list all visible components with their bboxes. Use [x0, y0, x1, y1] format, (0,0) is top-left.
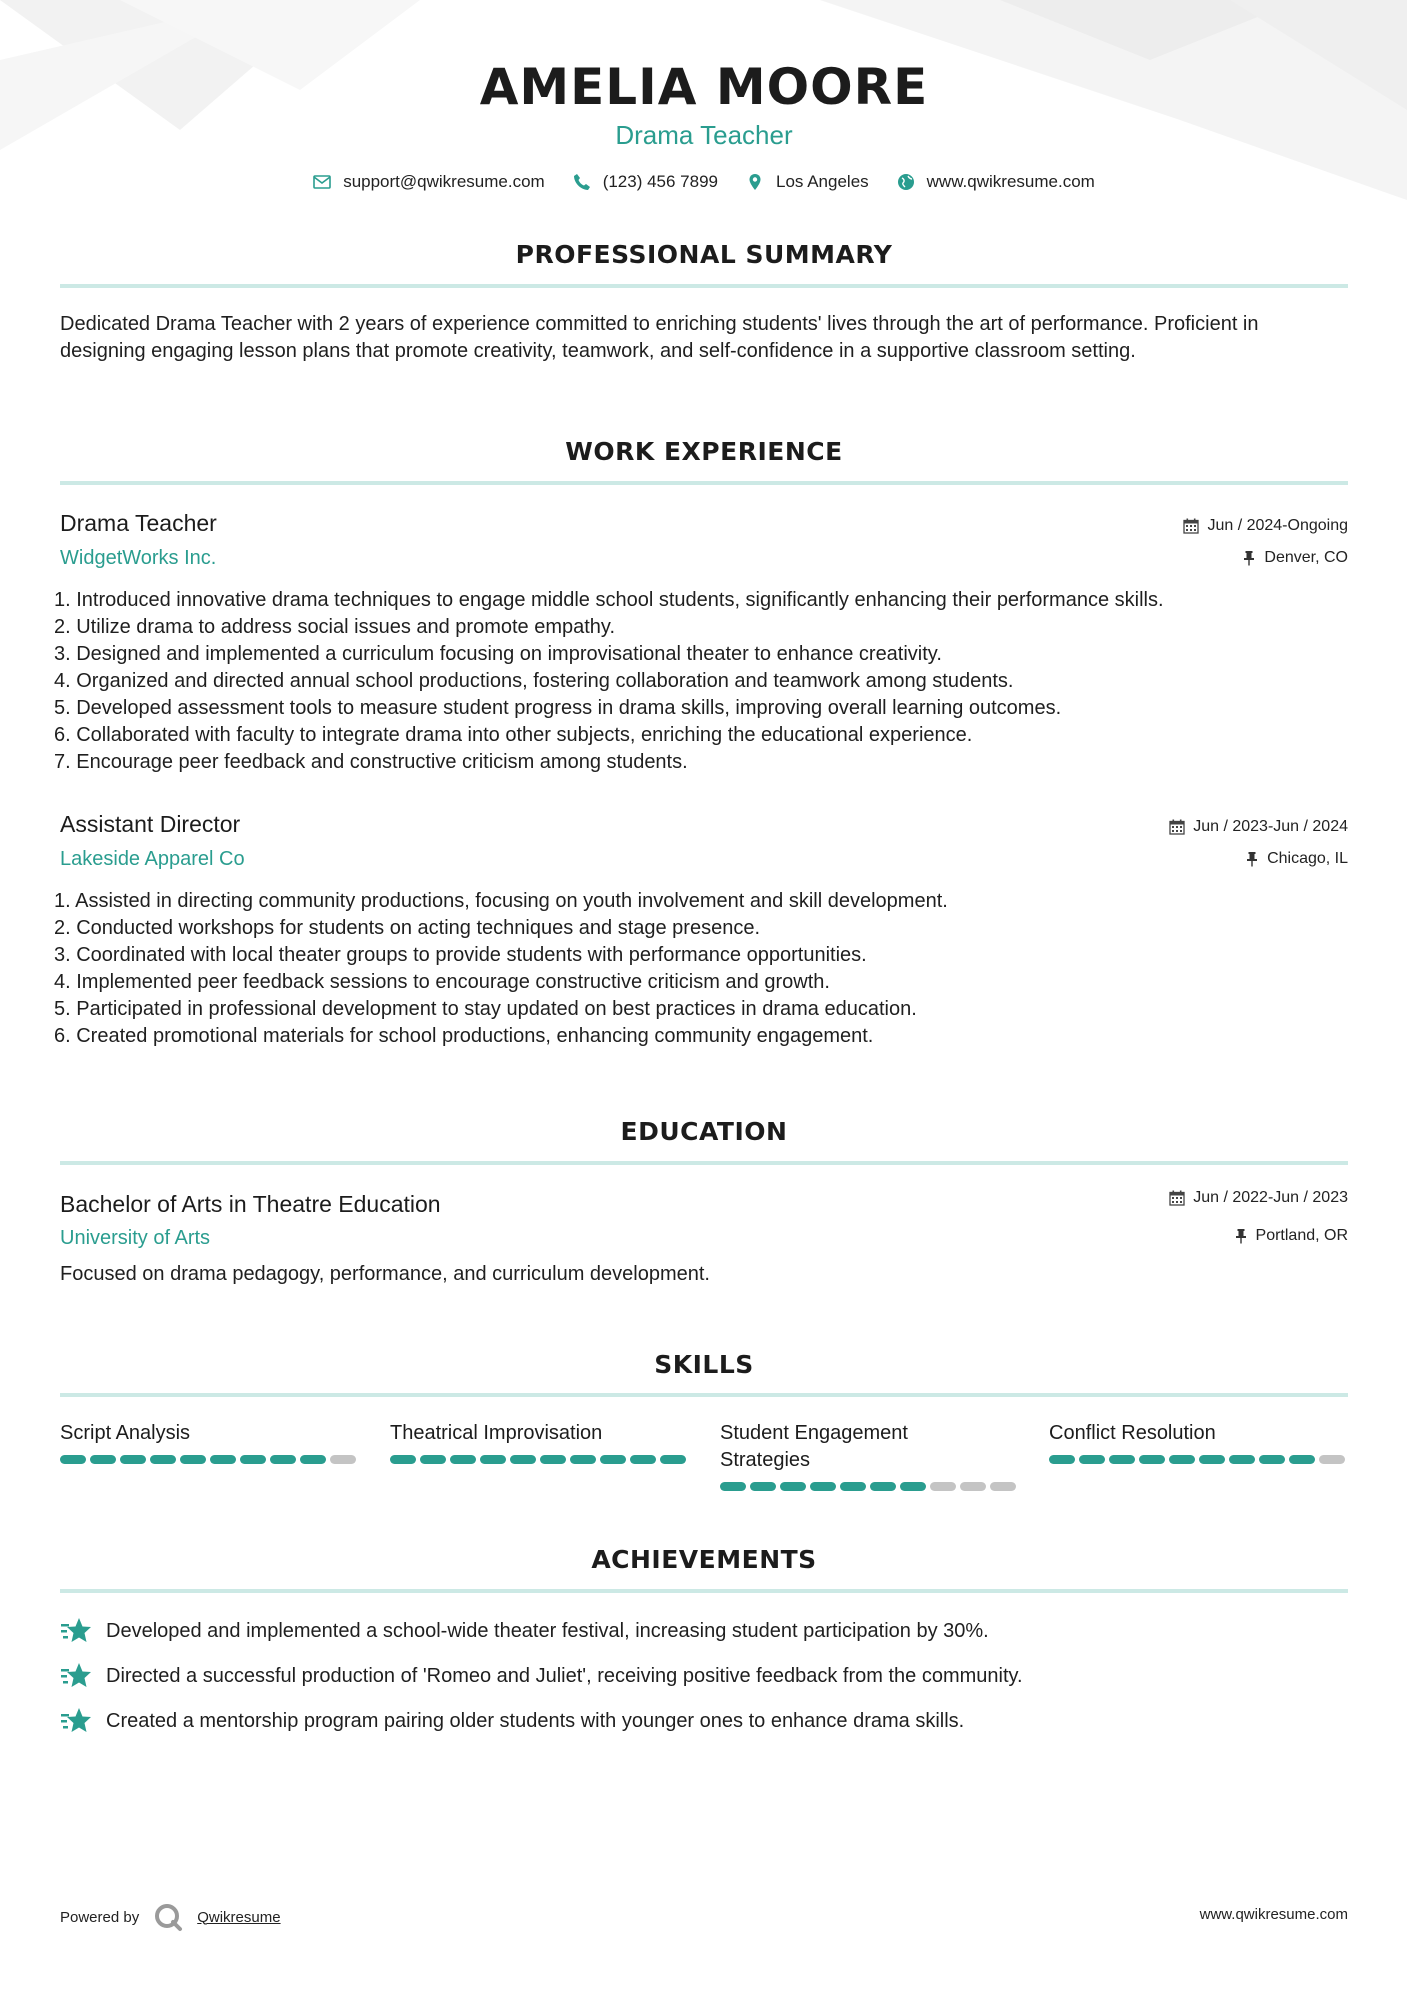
qwikresume-link[interactable]: Qwikresume: [197, 1908, 281, 1926]
map-pin-icon: [746, 173, 764, 191]
skill-dot-filled: [660, 1455, 686, 1464]
experience-divider: [60, 481, 1348, 485]
skill-item: [60, 1420, 360, 1464]
achievement-text: Created a mentorship program pairing older students with younger ones to enhance drama skills.: [106, 1709, 965, 1732]
skill-name: Theatrical Improvisation: [390, 1422, 603, 1444]
skill-item: [1049, 1420, 1349, 1464]
skill-rating: [60, 1455, 360, 1464]
contact-location: [746, 172, 869, 192]
footer-website[interactable]: www.qwikresume.com: [1199, 1906, 1348, 1923]
job-dates-text: Jun / 2024-Ongoing: [1207, 517, 1348, 534]
job-location: [1245, 850, 1348, 868]
skill-dot-filled: [810, 1482, 836, 1491]
achievement-text: Directed a successful production of 'Romeo and Juliet', receiving positive feedback from the community.: [106, 1664, 1023, 1687]
skill-dot-filled: [300, 1455, 326, 1464]
skill-dot-filled: [1139, 1455, 1165, 1464]
skill-dot-filled: [1079, 1455, 1105, 1464]
achievements-heading: ACHIEVEMENTS: [591, 1545, 817, 1574]
candidate-role: Drama Teacher: [615, 120, 793, 150]
contact-phone[interactable]: [573, 172, 718, 192]
powered-by-label: Powered by: [60, 1908, 140, 1926]
contact-location-text: Los Angeles: [776, 172, 869, 191]
skill-dot-filled: [120, 1455, 146, 1464]
school-name: University of Arts: [60, 1227, 211, 1249]
summary-heading: PROFESSIONAL SUMMARY: [515, 240, 893, 269]
skill-dot-filled: [1259, 1455, 1285, 1464]
qwikresume-logo-icon: [153, 1902, 183, 1932]
job-dates: [1183, 517, 1348, 535]
skill-dot-empty: [990, 1482, 1016, 1491]
achievement-item: [60, 1661, 1023, 1691]
skill-dot-filled: [1049, 1455, 1075, 1464]
skill-dot-filled: [240, 1455, 266, 1464]
skill-name: Student Engagement Strategies: [720, 1422, 908, 1471]
skill-dot-empty: [930, 1482, 956, 1491]
skill-dot-filled: [900, 1482, 926, 1491]
achievements-divider: [60, 1589, 1348, 1593]
experience-heading: WORK EXPERIENCE: [565, 437, 843, 466]
skill-dot-filled: [570, 1455, 596, 1464]
contact-bar: [60, 172, 1348, 192]
contact-email[interactable]: [313, 172, 545, 192]
education-dates: [1169, 1189, 1348, 1207]
achievement-item: [60, 1616, 989, 1646]
skill-dot-filled: [90, 1455, 116, 1464]
summary-divider: [60, 284, 1348, 288]
globe-icon: [897, 173, 915, 191]
education-dates-text: Jun / 2022-Jun / 2023: [1193, 1189, 1348, 1206]
star-icon: [60, 1616, 92, 1646]
skill-rating: [720, 1482, 1020, 1491]
skill-dot-filled: [1199, 1455, 1225, 1464]
skill-dot-filled: [1169, 1455, 1195, 1464]
skill-rating: [1049, 1455, 1349, 1464]
skill-dot-filled: [540, 1455, 566, 1464]
skill-dot-filled: [510, 1455, 536, 1464]
bullet-item: 6. Created promotional materials for school productions, enhancing community engagement.: [54, 1025, 874, 1047]
bullet-item: 4. Implemented peer feedback sessions to encourage constructive criticism and growth.: [54, 971, 830, 993]
job-title: Drama Teacher: [60, 510, 217, 536]
phone-icon: [573, 173, 591, 191]
envelope-icon: [313, 173, 331, 191]
contact-website[interactable]: [897, 172, 1095, 192]
skill-name: Script Analysis: [60, 1422, 191, 1444]
education-heading: EDUCATION: [620, 1117, 788, 1146]
calendar-icon: [1169, 819, 1185, 835]
pushpin-icon: [1234, 1228, 1248, 1244]
skill-dot-filled: [1109, 1455, 1135, 1464]
bullet-item: 6. Collaborated with faculty to integrate drama into other subjects, enriching the educational experience.: [54, 724, 973, 746]
skill-dot-filled: [270, 1455, 296, 1464]
calendar-icon: [1183, 518, 1199, 534]
job-company: WidgetWorks Inc.: [60, 547, 217, 569]
bullet-item: 7. Encourage peer feedback and constructive criticism among students.: [54, 751, 688, 773]
bullet-item: 5. Developed assessment tools to measure student progress in drama skills, improving overall learning outcomes.: [54, 697, 1062, 719]
pushpin-icon: [1242, 550, 1256, 566]
skill-name: Conflict Resolution: [1049, 1422, 1216, 1444]
skill-dot-filled: [180, 1455, 206, 1464]
skill-dot-filled: [600, 1455, 626, 1464]
bullet-item: 3. Coordinated with local theater groups to provide students with performance opportunities.: [54, 944, 867, 966]
summary-text: Dedicated Drama Teacher with 2 years of experience committed to enriching students' lives through the art of performance. Proficient in designing engaging lesson plans that promote creativity, teamwork, and self-confidence in a supportive classroom setting.: [60, 313, 1259, 362]
skill-item: [720, 1420, 1020, 1491]
contact-email-text: support@qwikresume.com: [343, 172, 545, 191]
bullet-item: 2. Conducted workshops for students on acting techniques and stage presence.: [54, 917, 761, 939]
pushpin-icon: [1245, 851, 1259, 867]
skill-dot-filled: [840, 1482, 866, 1491]
skill-dot-filled: [420, 1455, 446, 1464]
education-description: Focused on drama pedagogy, performance, and curriculum development.: [60, 1263, 710, 1285]
education-divider: [60, 1161, 1348, 1165]
job-location-text: Chicago, IL: [1267, 850, 1348, 867]
skill-dot-filled: [1229, 1455, 1255, 1464]
job-title: Assistant Director: [60, 811, 241, 837]
job-location-text: Denver, CO: [1264, 549, 1348, 566]
education-location-text: Portland, OR: [1255, 1227, 1348, 1244]
contact-website-text: www.qwikresume.com: [926, 172, 1095, 191]
bullet-item: 5. Participated in professional development to stay updated on best practices in drama education.: [54, 998, 917, 1020]
skill-dot-filled: [750, 1482, 776, 1491]
skill-dot-empty: [960, 1482, 986, 1491]
skill-dot-filled: [480, 1455, 506, 1464]
skill-dot-filled: [150, 1455, 176, 1464]
skill-dot-filled: [450, 1455, 476, 1464]
skill-dot-filled: [1289, 1455, 1315, 1464]
skill-dot-empty: [1319, 1455, 1345, 1464]
skill-item: [390, 1420, 690, 1464]
job-company: Lakeside Apparel Co: [60, 848, 245, 870]
job-bullets: [54, 888, 1354, 1050]
skill-dot-empty: [330, 1455, 356, 1464]
calendar-icon: [1169, 1190, 1185, 1206]
bullet-item: 3. Designed and implemented a curriculum focusing on improvisational theater to enhance creativity.: [54, 643, 942, 665]
degree-title: Bachelor of Arts in Theatre Education: [60, 1191, 441, 1217]
achievement-text: Developed and implemented a school-wide theater festival, increasing student participation by 30%.: [106, 1619, 989, 1642]
skill-dot-filled: [390, 1455, 416, 1464]
contact-phone-text: (123) 456 7899: [602, 172, 719, 191]
footer-branding: [60, 1902, 281, 1932]
bullet-item: 1. Assisted in directing community productions, focusing on youth involvement and skill development.: [54, 890, 948, 912]
achievement-item: [60, 1706, 964, 1736]
job-bullets: [54, 587, 1354, 776]
job-dates-text: Jun / 2023-Jun / 2024: [1193, 818, 1348, 835]
skill-dot-filled: [870, 1482, 896, 1491]
skills-heading: SKILLS: [654, 1350, 754, 1379]
bullet-item: 4. Organized and directed annual school productions, fostering collaboration and teamwork among students.: [54, 670, 1014, 692]
skill-dot-filled: [630, 1455, 656, 1464]
bullet-item: 1. Introduced innovative drama techniques to engage middle school students, significantly enhancing their performance skills.: [54, 589, 1164, 611]
bullet-item: 2. Utilize drama to address social issues and promote empathy.: [54, 616, 616, 638]
skill-dot-filled: [780, 1482, 806, 1491]
skill-dot-filled: [210, 1455, 236, 1464]
education-location: [1234, 1227, 1348, 1245]
skill-dot-filled: [720, 1482, 746, 1491]
skill-rating: [390, 1455, 690, 1464]
star-icon: [60, 1661, 92, 1691]
skill-dot-filled: [60, 1455, 86, 1464]
job-dates: [1169, 818, 1348, 836]
job-location: [1242, 549, 1348, 567]
star-icon: [60, 1706, 92, 1736]
skills-divider: [60, 1393, 1348, 1397]
candidate-name: AMELIA MOORE: [479, 58, 929, 116]
